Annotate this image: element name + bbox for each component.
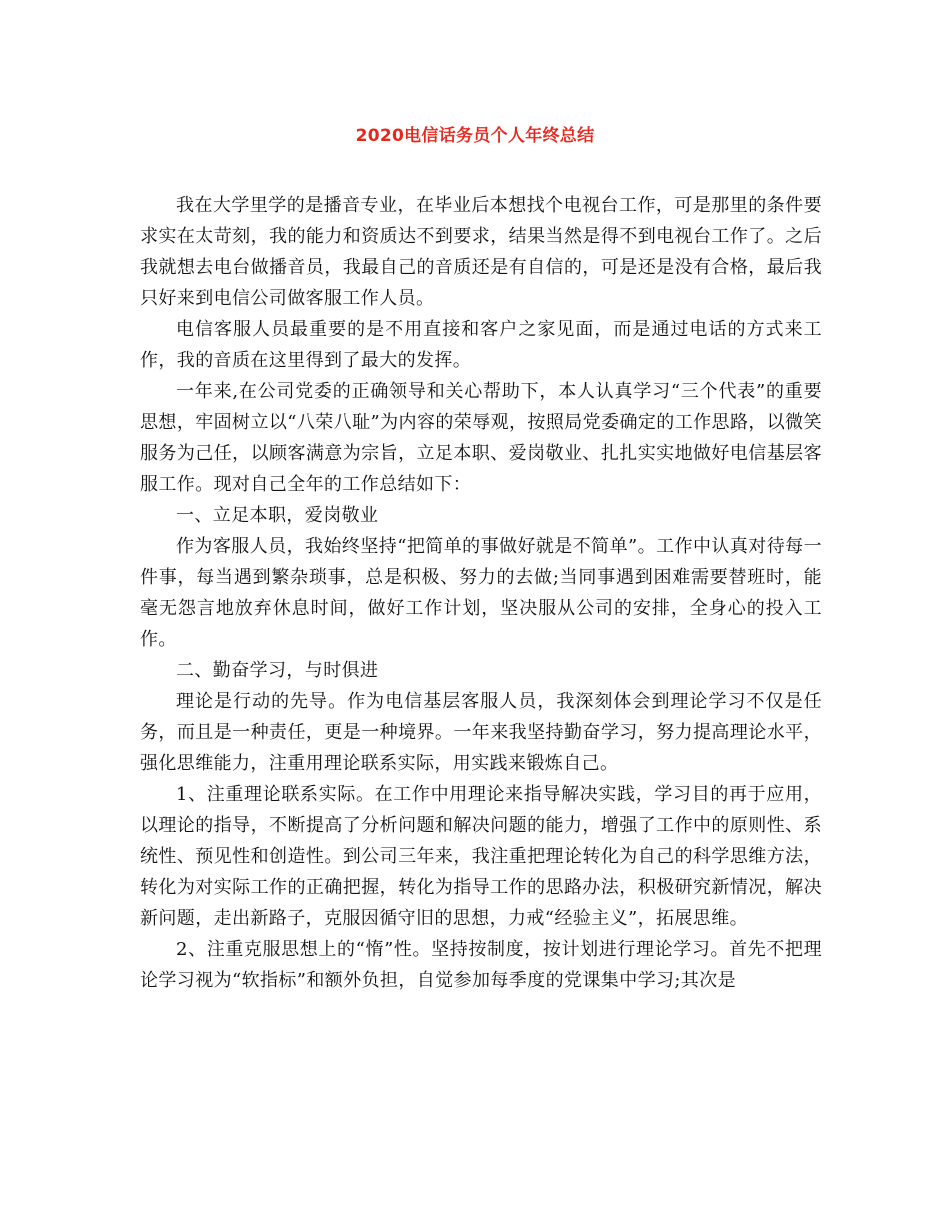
document-body [140,190,822,996]
paragraph: 电信客服人员最重要的是不用直接和客户之家见面，而是通过电话的方式来工作，我的音质在这里得到了最大的发挥。 [140,319,822,371]
section-heading: 二、勤奋学习，与时俱进 [176,660,379,681]
paragraph: 1、注重理论联系实际。在工作中用理论来指导解决实践，学习目的再于应用，以理论的指导，不断提高了分析问题和解决问题的能力，增强了工作中的原则性、系统性、预见性和创造性。到公司三年来，我注重把理论转化为自己的科学思维方法，转化为对实际工作的正确把握，转化为指导工作的思路办法，积极研究新情况，解决新问题，走出新路子，克服因循守旧的思想，力戒“经验主义”，拓展思维。 [140,784,822,929]
paragraph: 理论是行动的先导。作为电信基层客服人员，我深刻体会到理论学习不仅是任务，而且是一种责任，更是一种境界。一年来我坚持勤奋学习，努力提高理论水平，强化思维能力，注重用理论联系实际，用实践来锻炼自己。 [140,691,822,774]
paragraph: 我在大学里学的是播音专业，在毕业后本想找个电视台工作，可是那里的条件要求实在太苛刻，我的能力和资质达不到要求，结果当然是得不到电视台工作了。之后我就想去电台做播音员，我最自己的音质还是有自信的，可是还是没有合格，最后我只好来到电信公司做客服工作人员。 [140,195,822,309]
document-title: 2020电信话务员个人年终总结 [355,126,595,146]
section-heading: 一、立足本职，爱岗敬业 [176,505,379,526]
paragraph: 一年来,在公司党委的正确领导和关心帮助下，本人认真学习“三个代表”的重要思想，牢固树立以“八荣八耻”为内容的荣辱观，按照局党委确定的工作思路，以微笑服务为己任，以顾客满意为宗旨，立足本职、爱岗敬业、扎扎实实地做好电信基层客服工作。现对自己全年的工作总结如下： [140,381,822,495]
paragraph: 作为客服人员，我始终坚持“把简单的事做好就是不简单”。工作中认真对待每一件事，每当遇到繁杂琐事，总是积极、努力的去做;当同事遇到困难需要替班时，能毫无怨言地放弃休息时间，做好工作计划，坚决服从公司的安排，全身心的投入工作。 [140,536,822,650]
paragraph: 2、注重克服思想上的“惰”性。坚持按制度，按计划进行理论学习。首先不把理论学习视为“软指标”和额外负担，自觉参加每季度的党课集中学习;其次是 [140,939,822,991]
